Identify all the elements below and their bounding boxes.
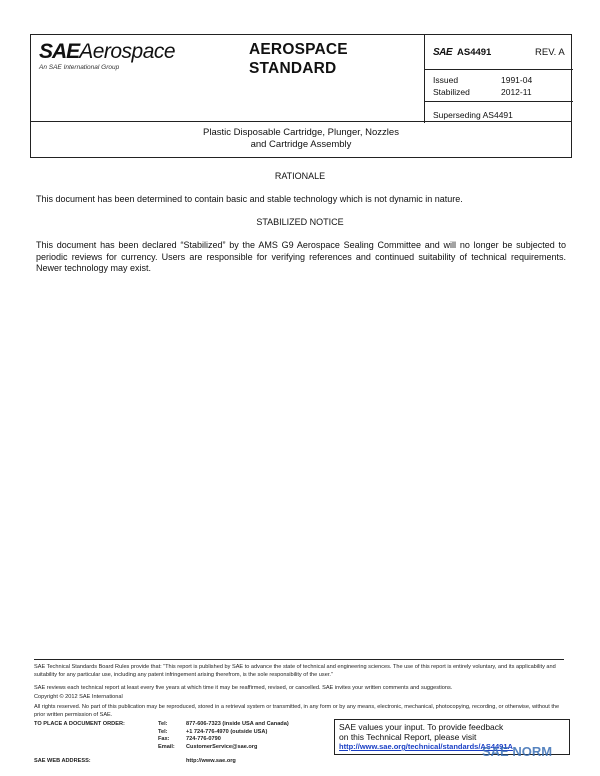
standard-title-line1: AEROSPACE: [249, 41, 348, 58]
rationale-text: This document has been determined to contain basic and stable technology which is not dynamic in nature.: [36, 194, 463, 204]
logo-subtitle: An SAE International Group: [39, 64, 120, 71]
document-title-line1: Plastic Disposable Cartridge, Plunger, Nozzles: [203, 127, 399, 138]
standard-title-line2: STANDARD: [249, 60, 337, 77]
contact-key: Email:: [158, 743, 175, 750]
sae-aerospace-logo: [39, 40, 175, 64]
issued-value: 1991-04: [501, 75, 533, 85]
order-label: TO PLACE A DOCUMENT ORDER:: [34, 721, 125, 727]
issued-label: Issued: [433, 75, 459, 85]
contact-email-link[interactable]: CustomerService@sae.org: [186, 743, 258, 750]
superseding-note: Superseding AS4491: [433, 110, 513, 120]
document-title-box: [30, 122, 572, 158]
stabilized-notice-text: This document has been declared “Stabilized” by the AMS G9 Aerospace Sealing Committee and will no longer be subjected to periodic reviews for currency. Users are responsible for verifying references and continued suitability of technical requirements. Newer technology may exist.: [36, 240, 566, 273]
contact-key: Tel:: [158, 728, 168, 735]
document-title: [31, 127, 571, 151]
stabilized-notice-heading: STABILIZED NOTICE: [256, 217, 344, 227]
footer-review: SAE reviews each technical report at least every five years at which time it may be reaffirmed, revised, or cancelled. SAE invites your written comments and suggestions.: [34, 685, 453, 691]
document-number: AS4491: [457, 47, 492, 58]
logo-cell: [31, 35, 211, 123]
contact-value: 724-776-0790: [186, 736, 221, 743]
doc-sae-logo: SAE: [433, 47, 453, 58]
feedback-line2: on this Technical Report, please visit: [339, 732, 477, 742]
rationale-heading: RATIONALE: [274, 171, 326, 181]
meta-divider: [425, 101, 573, 102]
stabilized-label: Stabilized: [433, 87, 470, 97]
document-title-line2: and Cartridge Assembly: [250, 139, 352, 150]
contact-key: Fax:: [158, 736, 170, 743]
feedback-link[interactable]: http://www.sae.org/technical/standards/AS4491A: [339, 742, 513, 751]
logo-aerospace-text: Aerospace: [79, 40, 176, 63]
standard-title-cell: [211, 35, 425, 123]
footer-copyright: Copyright © 2012 SAE International: [34, 694, 123, 700]
feedback-line1: SAE values your input. To provide feedback: [339, 722, 504, 732]
web-address-label: SAE WEB ADDRESS:: [34, 758, 91, 764]
logo-sae-text: SAE: [39, 40, 80, 63]
footer-rules: SAE Technical Standards Board Rules provide that: “This report is published by SAE to advance the state of technical and engineering sciences. The use of this report is entirely voluntary, and its applicability and suitability for any particular use, including any patent infringement arising therefrom, is the sole responsibility of the user.”: [34, 664, 556, 678]
stabilized-value: 2012-11: [501, 87, 532, 97]
document-header: [30, 34, 572, 122]
contact-key: Tel:: [158, 721, 168, 727]
document-revision: REV. A: [535, 47, 565, 58]
document-meta-cell: [425, 35, 573, 123]
contact-value: 877-606-7323 (inside USA and Canada): [186, 721, 289, 727]
web-address-link[interactable]: http://www.sae.org: [186, 758, 236, 764]
sae-norm-watermark: SAE NORM: [482, 744, 553, 759]
contact-value: +1 724-776-4970 (outside USA): [186, 728, 268, 735]
standard-title: [249, 40, 348, 78]
footer-divider: [34, 659, 564, 660]
footer-rights: All rights reserved. No part of this publication may be reproduced, stored in a retrieval system or transmitted, in any form or by any means, electronic, mechanical, photocopying, recording, or otherwise, without the prior written permission of SAE.: [34, 704, 560, 718]
document-number-row: [425, 35, 573, 70]
